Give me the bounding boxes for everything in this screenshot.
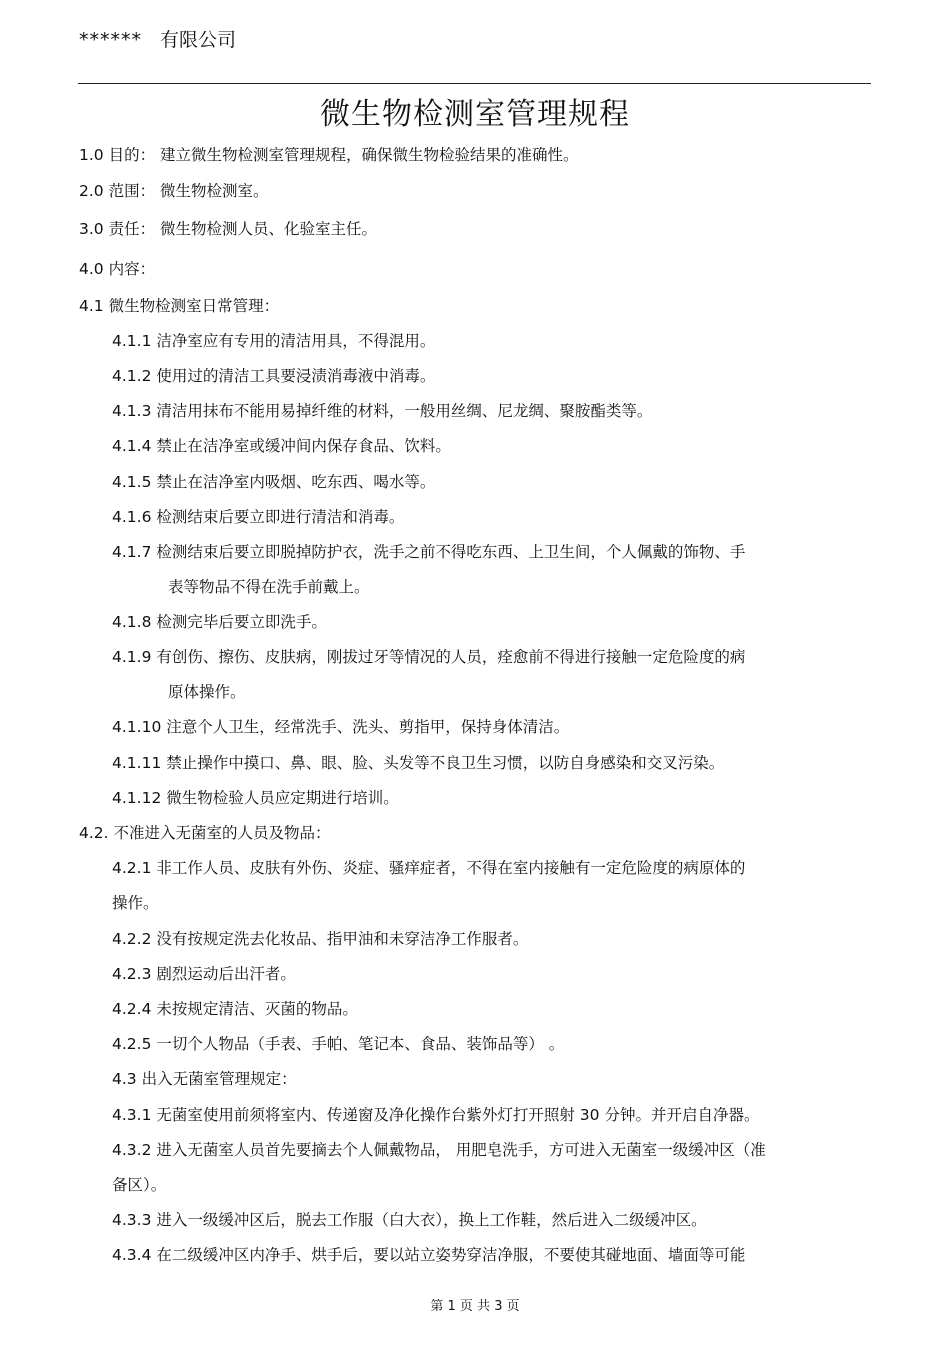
section-scope: 2.0 范围： 微生物检测室。 <box>79 182 269 200</box>
list-item: 4.3.2 进入无菌室人员首先要摘去个人佩戴物品， 用肥皂洗手，方可进入无菌室一级缓冲区（准 <box>112 1141 766 1159</box>
list-item: 4.1.1 洁净室应有专用的清洁用具，不得混用。 <box>112 332 436 350</box>
list-item: 4.2.1 非工作人员、皮肤有外伤、炎症、骚痒症者，不得在室内接触有一定危险度的病原体的 <box>112 859 746 877</box>
company-header <box>79 25 236 52</box>
subsection-heading: 4.3 出入无菌室管理规定： <box>112 1070 297 1088</box>
document-title: 微生物检测室管理规程 <box>320 97 630 132</box>
list-item-continuation: 原体操作。 <box>168 683 246 701</box>
subsection-heading: 4.1 微生物检测室日常管理： <box>79 297 280 315</box>
page-number: 第 1 页 共 3 页 <box>430 1299 520 1314</box>
list-item: 4.1.7 检测结束后要立即脱掉防护衣，洗手之前不得吃东西、上卫生间，个人佩戴的饰物、手 <box>112 543 746 561</box>
section-responsibility: 3.0 责任： 微生物检测人员、化验室主任。 <box>79 220 378 238</box>
list-item-continuation: 操作。 <box>112 894 159 912</box>
list-item: 4.2.3 剧烈运动后出汗者。 <box>112 965 296 983</box>
list-item: 4.1.12 微生物检验人员应定期进行培训。 <box>112 789 399 807</box>
subsection-heading: 4.2. 不准进入无菌室的人员及物品： <box>79 824 331 842</box>
list-item-continuation: 备区）。 <box>112 1176 167 1194</box>
list-item: 4.1.9 有创伤、擦伤、皮肤病，刚拔过牙等情况的人员，痊愈前不得进行接触一定危险度的病 <box>112 648 746 666</box>
list-item: 4.3.3 进入一级缓冲区后，脱去工作服（白大衣），换上工作鞋，然后进入二级缓冲区。 <box>112 1211 707 1229</box>
section-purpose: 1.0 目的： 建立微生物检测室管理规程，确保微生物检验结果的准确性。 <box>79 146 579 164</box>
list-item: 4.1.4 禁止在洁净室或缓冲间内保存食品、饮料。 <box>112 437 451 455</box>
company-name-mask: ****** <box>79 29 142 51</box>
list-item: 4.2.5 一切个人物品（手表、手帕、笔记本、食品、装饰品等） 。 <box>112 1035 565 1053</box>
list-item: 4.1.5 禁止在洁净室内吸烟、吃东西、喝水等。 <box>112 473 436 491</box>
list-item: 4.1.6 检测结束后要立即进行清洁和消毒。 <box>112 508 405 526</box>
list-item: 4.3.4 在二级缓冲区内净手、烘手后，要以站立姿势穿洁净服，不要使其碰地面、墙面等可能 <box>112 1246 746 1264</box>
list-item: 4.1.2 使用过的清洁工具要浸渍消毒液中消毒。 <box>112 367 436 385</box>
list-item: 4.1.11 禁止操作中摸口、鼻、眼、脸、头发等不良卫生习惯，以防自身感染和交叉污染。 <box>112 754 725 772</box>
list-item: 4.1.10 注意个人卫生，经常洗手、洗头、剪指甲，保持身体清洁。 <box>112 718 570 736</box>
header-divider <box>78 83 871 84</box>
list-item: 4.3.1 无菌室使用前须将室内、传递窗及净化操作台紫外灯打开照射 30 分钟。并开启自净器。 <box>112 1106 760 1124</box>
list-item-continuation: 表等物品不得在洗手前戴上。 <box>168 578 370 596</box>
company-suffix: 有限公司 <box>160 29 237 51</box>
list-item: 4.2.4 未按规定清洁、灭菌的物品。 <box>112 1000 358 1018</box>
section-content: 4.0 内容： <box>79 260 156 278</box>
list-item: 4.1.3 清洁用抹布不能用易掉纤维的材料，一般用丝绸、尼龙绸、聚胺酯类等。 <box>112 402 653 420</box>
list-item: 4.2.2 没有按规定洗去化妆品、指甲油和未穿洁净工作服者。 <box>112 930 529 948</box>
list-item: 4.1.8 检测完毕后要立即洗手。 <box>112 613 327 631</box>
